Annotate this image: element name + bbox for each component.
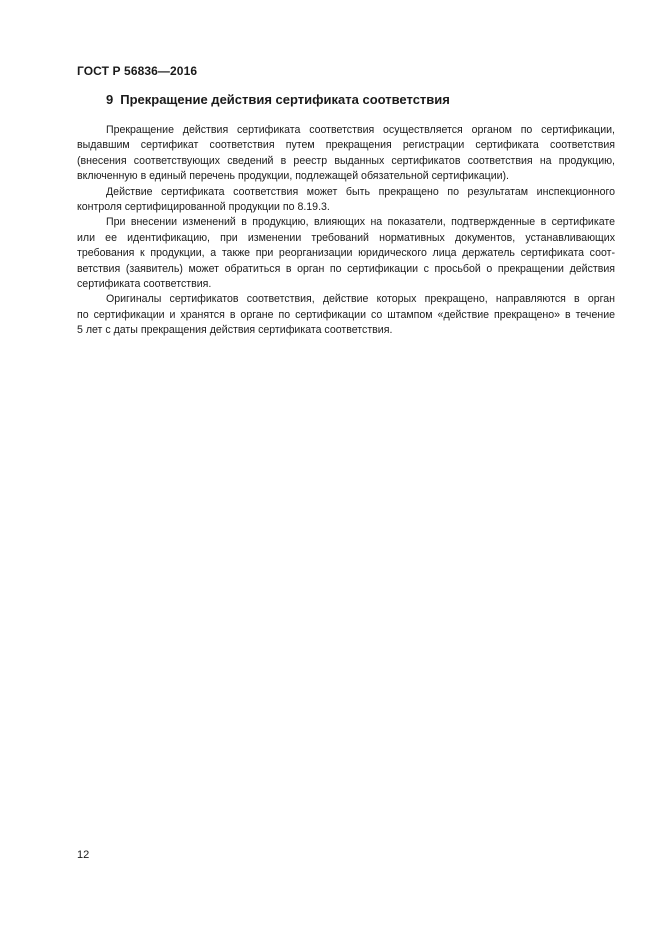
text-line: 5 лет с даты прекращения действия сертификата соответствия. bbox=[77, 324, 393, 337]
paragraph bbox=[77, 123, 615, 185]
text-line: Оригиналы сертификатов соответствия, действие которых прекращено, направляются в орган bbox=[106, 293, 615, 306]
paragraph bbox=[77, 215, 615, 292]
text-line: по сертификации и хранятся в органе по сертификации со штампом «действие прекращено» в течение bbox=[77, 308, 615, 321]
text-line: ветствия (заявитель) может обратиться в орган по сертификации с просьбой о прекращении действия bbox=[77, 262, 615, 275]
text-line: выдавшим сертификат соответствия путем прекращения регистрации сертификата соответствия bbox=[77, 139, 615, 152]
text-line: контроля сертифицированной продукции по 8.19.3. bbox=[77, 201, 330, 214]
page-number: 12 bbox=[77, 849, 90, 861]
section-heading bbox=[106, 92, 450, 107]
text-line: При внесении изменений в продукцию, влияющих на показатели, подтвержденные в сертификате bbox=[106, 216, 615, 229]
text-line: требования к продукции, а также при реорганизации юридического лица держатель сертификата соот- bbox=[77, 247, 615, 260]
document-code-header: ГОСТ Р 56836—2016 bbox=[77, 64, 198, 78]
text-line: сертификата соответствия. bbox=[77, 278, 212, 291]
text-line: включенную в единый перечень продукции, подлежащей обязательной сертификации). bbox=[77, 170, 509, 183]
text-line: Действие сертификата соответствия может быть прекращено по результатам инспекционного bbox=[106, 185, 615, 198]
text-line: (внесения соответствующих сведений в реестр выданных сертификатов соответствия на продукцию, bbox=[77, 154, 615, 167]
section-title: Прекращение действия сертификата соответствия bbox=[120, 92, 450, 107]
section-number: 9 bbox=[106, 92, 114, 107]
text-line: Прекращение действия сертификата соответствия осуществляется органом по сертификации, bbox=[106, 124, 615, 136]
text-line: или ее идентификацию, при изменении требований нормативных документов, устанавливающих bbox=[77, 231, 615, 244]
section-body bbox=[77, 123, 615, 339]
paragraph bbox=[77, 185, 615, 216]
paragraph bbox=[77, 292, 615, 338]
